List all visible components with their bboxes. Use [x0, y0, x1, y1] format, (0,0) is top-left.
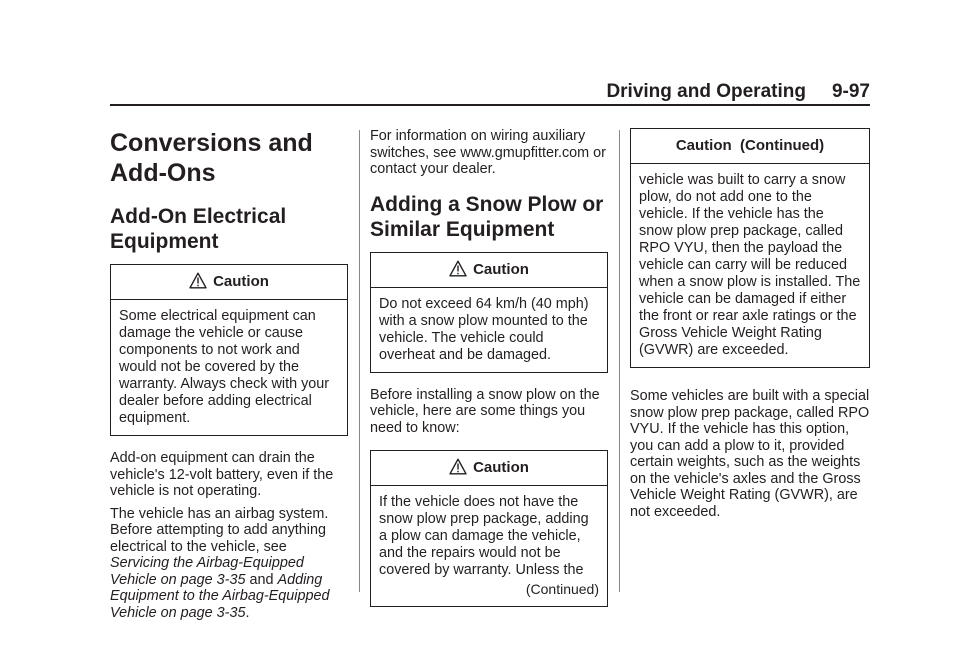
paragraph: For information on wiring auxiliary switches, see www.gmupfitter.com or contact your dealer.	[370, 128, 606, 177]
page-header	[110, 80, 870, 104]
paragraph: Before installing a snow plow on the vehicle, here are some things you need to know:	[370, 386, 600, 436]
text-run: The vehicle has an airbag system. Before attempting to add anything electrical to the vehicle, see	[110, 505, 329, 555]
caution-label: Caution	[473, 260, 529, 278]
caution-header	[631, 129, 869, 164]
caution-label: Caution (Continued)	[675, 137, 825, 154]
warning-icon	[189, 272, 207, 289]
paragraph: Some vehicles are built with a special snow plow prep package, called RPO VYU. If the vehicle has this option, you can add a plow to it, provided certain weights, such as the weights on the vehicle's axles and the Gross Vehicle Weight Rating (GVWR), are not exceeded.	[630, 388, 870, 520]
column-3	[630, 128, 870, 526]
caution-text: vehicle was built to carry a snow plow, do not add one to the vehicle. If the vehicle has the snow plow prep package, called RPO VYU, then the payload the vehicle can carry will be reduced when a snow plow is installed. The vehicle can be damaged if either the front or rear axle ratings or the Gross Vehicle Weight Rating (GVWR) are exceeded.	[639, 172, 861, 358]
caution-label: Caution	[213, 273, 269, 290]
caution-text: If the vehicle does not have the snow plow prep package, adding a plow can damage the vehicle, and the repairs would not be covered by warranty. Unless the	[379, 494, 589, 578]
subsection-heading: Adding a Snow Plow or Similar Equipment	[370, 192, 604, 241]
text-run: and	[245, 571, 278, 588]
caution-text: Do not exceed 64 km/h (40 mph) with a snow plow mounted to the vehicle. The vehicle could overheat and be damaged.	[379, 295, 589, 363]
caution-box	[370, 450, 608, 607]
caution-box	[110, 264, 348, 436]
column-divider	[619, 130, 620, 592]
caution-box	[630, 128, 870, 368]
header-rule	[110, 104, 870, 106]
caution-header	[371, 253, 607, 288]
caution-label: Caution	[473, 459, 529, 476]
caution-header	[111, 265, 347, 300]
cross-reference: Servicing the Airbag-Equipped Vehicle on page 3-35	[110, 555, 304, 588]
column-divider	[359, 130, 360, 592]
column-1	[110, 128, 348, 627]
warning-icon	[449, 260, 467, 277]
caution-box	[370, 252, 608, 373]
paragraph	[110, 506, 348, 622]
caution-header	[371, 451, 607, 486]
cross-reference: Adding Equipment to the Airbag-Equipped Vehicle on page 3-35	[110, 571, 330, 621]
continued-note: (Continued)	[525, 581, 599, 597]
paragraph: Add-on equipment can drain the vehicle's 12-volt battery, even if the vehicle is not operating.	[110, 450, 334, 499]
caution-text: Some electrical equipment can damage the vehicle or cause components to not work and would not be covered by the warranty. Always check with your dealer before adding electrical equipment.	[119, 308, 330, 426]
section-title: Driving and Operating	[606, 81, 806, 102]
warning-icon	[449, 458, 467, 475]
caution-body	[371, 486, 607, 606]
page-number: 9-97	[831, 81, 870, 102]
column-2	[370, 128, 608, 621]
subsection-heading: Add-On Electrical Equipment	[110, 205, 287, 253]
section-heading: Conversions and Add-Ons	[110, 129, 313, 187]
text-run: .	[245, 604, 250, 621]
